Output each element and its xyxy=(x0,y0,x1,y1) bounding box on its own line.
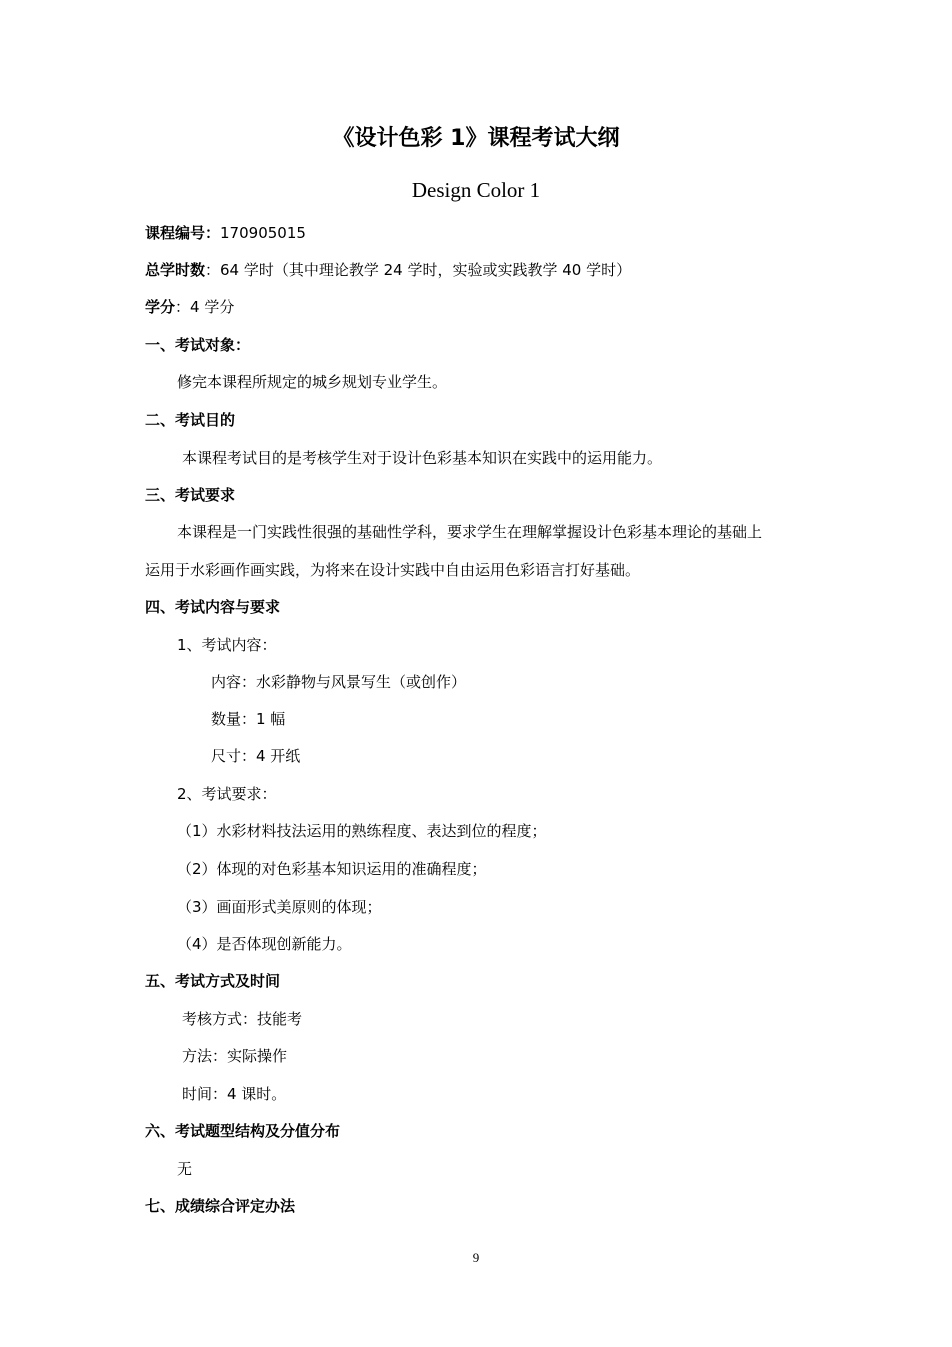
credits-value: ：4 学分 xyxy=(175,298,235,316)
credits-line xyxy=(145,296,234,318)
section-4-sub2: 2、考试要求： xyxy=(177,785,277,803)
section-4-heading: 四、考试内容与要求 xyxy=(145,598,281,616)
document-subtitle: Design Color 1 xyxy=(411,178,541,202)
section-5-heading: 五、考试方式及时间 xyxy=(145,972,281,990)
section-4-req1: （1）水彩材料技法运用的熟练程度、表达到位的程度； xyxy=(177,822,547,840)
document-title: 《设计色彩 1》课程考试大纲 xyxy=(332,126,620,151)
course-code-line xyxy=(145,222,306,244)
section-6-heading: 六、考试题型结构及分值分布 xyxy=(145,1122,341,1140)
section-1-body: 修完本课程所规定的城乡规划专业学生。 xyxy=(177,373,448,391)
credits-label: 学分 xyxy=(145,298,176,316)
section-4-req2: （2）体现的对色彩基本知识运用的准确程度； xyxy=(177,860,487,878)
section-5-time: 时间：4 课时。 xyxy=(182,1085,287,1103)
course-code-label: 课程编号： xyxy=(145,224,221,242)
total-hours-label: 总学时数 xyxy=(145,261,206,279)
section-3-body-line2: 运用于水彩画作画实践，为将来在设计实践中自由运用色彩语言打好基础。 xyxy=(145,561,641,579)
section-2-body: 本课程考试目的是考核学生对于设计色彩基本知识在实践中的运用能力。 xyxy=(182,449,663,467)
section-3-body-line1: 本课程是一门实践性很强的基础性学科，要求学生在理解掌握设计色彩基本理论的基础上 xyxy=(177,523,763,541)
section-4-content: 内容：水彩静物与风景写生（或创作） xyxy=(211,673,467,691)
section-3-heading: 三、考试要求 xyxy=(145,486,236,504)
section-2-heading: 二、考试目的 xyxy=(145,411,236,429)
total-hours-line xyxy=(145,259,631,281)
section-4-sub1: 1、考试内容： xyxy=(177,636,277,654)
section-5-method: 方法：实际操作 xyxy=(182,1047,288,1065)
section-5-mode: 考核方式：技能考 xyxy=(182,1010,303,1028)
section-1-heading: 一、考试对象： xyxy=(145,336,251,354)
total-hours-value: ：64 学时（其中理论教学 24 学时，实验或实践教学 40 学时） xyxy=(205,261,632,279)
section-4-req3: （3）画面形式美原则的体现； xyxy=(177,898,382,916)
page-number: 9 xyxy=(472,1250,480,1265)
section-7-heading: 七、成绩综合评定办法 xyxy=(145,1197,296,1215)
section-4-req4: （4）是否体现创新能力。 xyxy=(177,935,352,953)
course-code-value: 170905015 xyxy=(220,224,306,242)
section-4-size: 尺寸：4 开纸 xyxy=(211,747,301,765)
section-4-quantity: 数量：1 幅 xyxy=(211,710,286,728)
section-6-body: 无 xyxy=(177,1160,193,1178)
